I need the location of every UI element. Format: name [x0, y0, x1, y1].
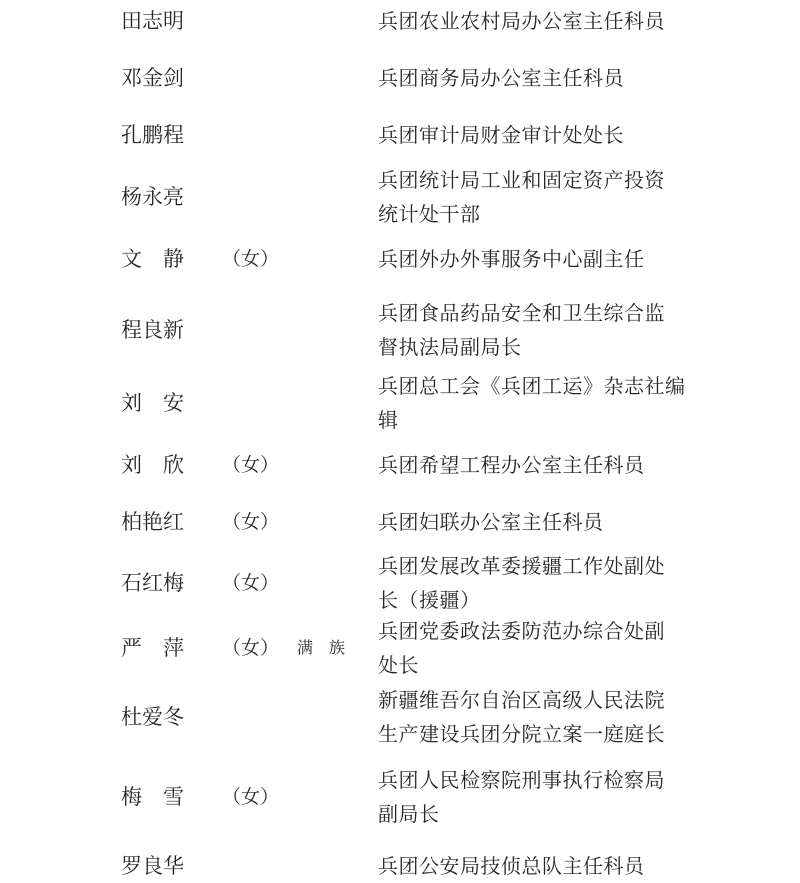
person-title: 兵团人民检察院刑事执行检察局 副局长: [378, 768, 665, 826]
person-name: 邓金剑: [121, 66, 184, 90]
list-item: [0, 549, 800, 617]
list-item: [0, 118, 800, 152]
list-item: [0, 505, 800, 539]
list-item: [0, 763, 800, 831]
list-item: [0, 296, 800, 364]
person-title: 兵团统计局工业和固定资产投资 统计处干部: [378, 168, 665, 226]
person-name: 杜爱冬: [121, 705, 184, 729]
gender-label: （女）: [222, 511, 280, 533]
person-name: 田志明: [121, 9, 184, 33]
person-name: 刘 安: [121, 391, 184, 415]
person-name: 刘 欣: [121, 453, 184, 477]
person-title: 兵团妇联办公室主任科员: [378, 510, 604, 534]
person-name: 石红梅: [121, 571, 184, 595]
list-item: [0, 61, 800, 95]
person-title: 兵团审计局财金审计处处长: [378, 123, 624, 147]
list-item: [0, 448, 800, 482]
person-name: 程良新: [121, 318, 184, 342]
gender-label: （女）: [222, 786, 280, 808]
person-name: 梅 雪: [121, 785, 184, 809]
person-title: 兵团总工会《兵团工运》杂志社编 辑: [378, 374, 686, 432]
person-title: 兵团公安局技侦总队主任科员: [378, 854, 645, 878]
person-name: 文 静: [121, 247, 184, 271]
list-item: [0, 369, 800, 437]
person-title: 新疆维吾尔自治区高级人民法院 生产建设兵团分院立案一庭庭长: [378, 688, 665, 746]
person-name: 严 萍: [121, 636, 184, 660]
person-title: 兵团食品药品安全和卫生综合监 督执法局副局长: [378, 301, 665, 359]
person-title: 兵团农业农村局办公室主任科员: [378, 9, 665, 33]
person-title: 兵团商务局办公室主任科员: [378, 66, 624, 90]
list-item: [0, 849, 800, 883]
person-title: 兵团希望工程办公室主任科员: [378, 453, 645, 477]
person-name: 孔鹏程: [121, 123, 184, 147]
ethnicity-label: 满 族: [297, 638, 346, 657]
person-title: 兵团外办外事服务中心副主任: [378, 247, 645, 271]
list-item: [0, 4, 800, 38]
person-title: 兵团党委政法委防范办综合处副 处长: [378, 619, 665, 677]
list-item: [0, 242, 800, 276]
person-name: 罗良华: [121, 854, 184, 878]
list-item: [0, 163, 800, 231]
gender-label: （女）: [222, 572, 280, 594]
person-name: 柏艳红: [121, 510, 184, 534]
list-item: [0, 683, 800, 751]
gender-label: （女）: [222, 454, 280, 476]
gender-label: （女）: [222, 637, 280, 659]
person-name: 杨永亮: [121, 185, 184, 209]
person-title: 兵团发展改革委援疆工作处副处 长（援疆）: [378, 554, 665, 612]
gender-label: （女）: [222, 248, 280, 270]
list-item: [0, 614, 800, 682]
